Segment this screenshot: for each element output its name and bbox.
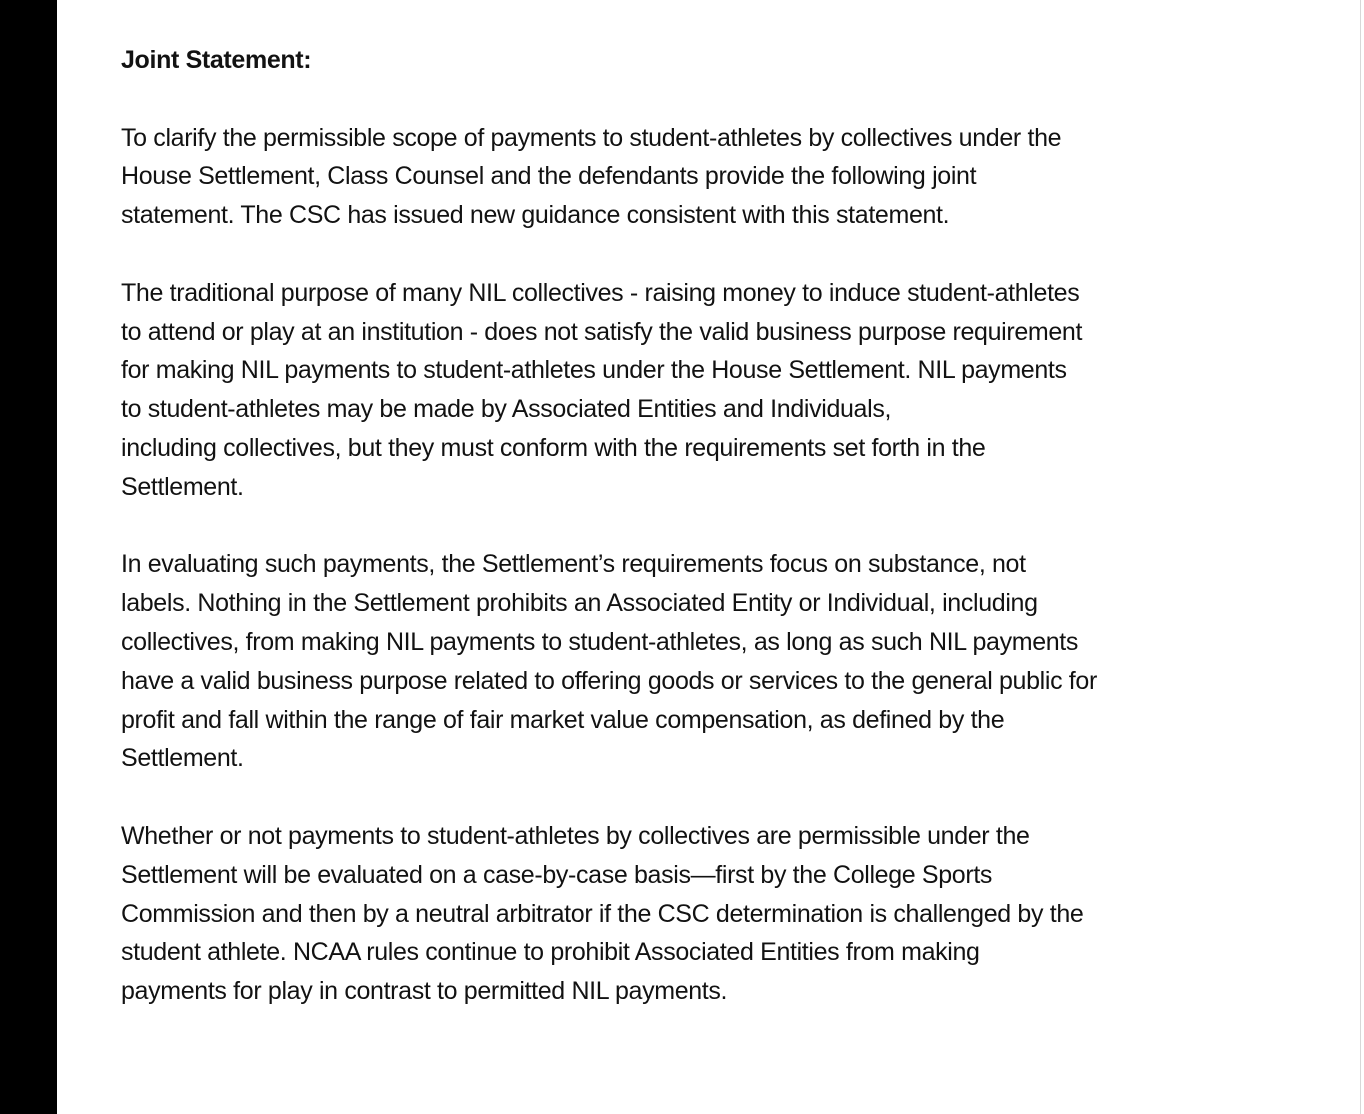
text-line: payments for play in contrast to permitted NIL payments. [121, 977, 728, 1006]
text-line: Whether or not payments to student-athletes by collectives are permissible under the [121, 821, 1030, 850]
text-line: have a valid business purpose related to offering goods or services to the general public for [121, 666, 1097, 695]
text-line: To clarify the permissible scope of payments to student-athletes by collectives under the [121, 123, 1062, 152]
page-edge-line [1360, 0, 1361, 1114]
text-line: to student-athletes may be made by Associated Entities and Individuals, [121, 395, 892, 424]
text-line: House Settlement, Class Counsel and the defendants provide the following joint [121, 162, 977, 191]
text-line: to attend or play at an institution - does not satisfy the valid business purpose requirement [121, 317, 1083, 346]
text-line: labels. Nothing in the Settlement prohibits an Associated Entity or Individual, including [121, 589, 1038, 618]
text-line: for making NIL payments to student-athletes under the House Settlement. NIL payments [121, 356, 1067, 385]
text-line: collectives, from making NIL payments to student-athletes, as long as such NIL payments [121, 627, 1079, 656]
text-line: statement. The CSC has issued new guidance consistent with this statement. [121, 201, 950, 230]
document-page [121, 41, 1311, 1011]
text-line: The traditional purpose of many NIL collectives - raising money to induce student-athletes [121, 278, 1080, 307]
paragraph [121, 545, 1311, 778]
document-heading: Joint Statement: [121, 46, 312, 74]
text-line: Settlement. [121, 472, 244, 501]
text-line: Settlement will be evaluated on a case-by-case basis—first by the College Sports [121, 860, 993, 889]
left-edge-bar [0, 0, 57, 1114]
paragraph [121, 817, 1311, 1011]
text-line: Settlement. [121, 744, 244, 773]
text-line: student athlete. NCAA rules continue to prohibit Associated Entities from making [121, 938, 980, 967]
text-line: Commission and then by a neutral arbitrator if the CSC determination is challenged by the [121, 899, 1084, 928]
text-line: including collectives, but they must conform with the requirements set forth in the [121, 433, 986, 462]
paragraph [121, 274, 1311, 507]
text-line: In evaluating such payments, the Settlement’s requirements focus on substance, not [121, 550, 1026, 579]
text-line: profit and fall within the range of fair market value compensation, as defined by the [121, 705, 1005, 734]
paragraph [121, 119, 1311, 235]
